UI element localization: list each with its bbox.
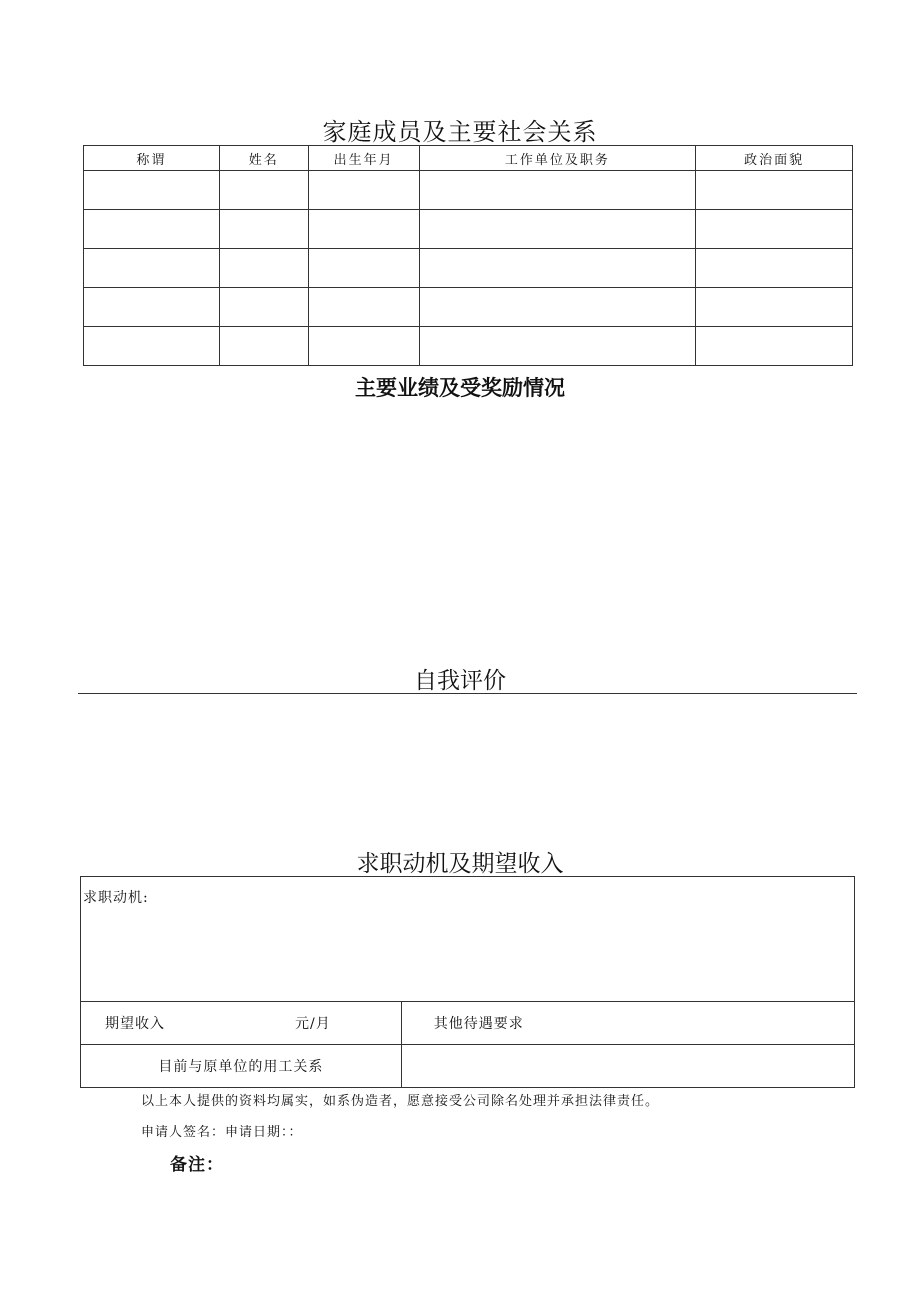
achievements-section-title: 主要业绩及受奖励情况 — [355, 376, 565, 400]
table-cell[interactable] — [84, 210, 220, 249]
other-benefits-field[interactable] — [401, 1002, 854, 1045]
table-cell[interactable] — [308, 171, 419, 210]
table-cell[interactable] — [308, 288, 419, 327]
table-row — [84, 210, 853, 249]
table-cell[interactable] — [84, 288, 220, 327]
family-section-title: 家庭成员及主要社会关系 — [322, 118, 598, 146]
table-cell[interactable] — [419, 210, 696, 249]
table-cell[interactable] — [696, 210, 853, 249]
job-motive-section-title: 求职动机及期望收入 — [356, 851, 564, 877]
table-cell[interactable] — [219, 288, 308, 327]
section-divider — [78, 693, 857, 694]
motive-field[interactable] — [81, 877, 855, 1002]
family-table — [83, 145, 853, 366]
table-row — [84, 171, 853, 210]
signature-line: 申请人签名：申请日期：： — [141, 1125, 303, 1140]
header-relation: 称谓 — [84, 146, 220, 171]
header-birth: 出生年月 — [308, 146, 419, 171]
table-row — [84, 249, 853, 288]
table-cell[interactable] — [419, 327, 696, 366]
table-cell[interactable] — [696, 171, 853, 210]
employment-relation-label: 目前与原单位的用工关系 — [158, 1059, 324, 1075]
table-cell[interactable] — [84, 171, 220, 210]
self-evaluation-title: 自我评价 — [414, 668, 506, 694]
table-cell[interactable] — [419, 288, 696, 327]
table-cell[interactable] — [219, 249, 308, 288]
expected-income-label: 期望收入 — [105, 1016, 165, 1032]
remark-label: 备注： — [170, 1155, 224, 1175]
table-cell[interactable] — [308, 249, 419, 288]
declaration-text: 以上本人提供的资料均属实，如系伪造者，愿意接受公司除名处理并承担法律责任。 — [141, 1094, 660, 1109]
table-cell[interactable] — [219, 327, 308, 366]
expected-income-field[interactable] — [81, 1002, 402, 1045]
table-cell[interactable] — [696, 327, 853, 366]
header-work-unit: 工作单位及职务 — [419, 146, 696, 171]
table-cell[interactable] — [84, 327, 220, 366]
job-motive-table — [80, 876, 855, 1088]
table-cell[interactable] — [219, 171, 308, 210]
table-cell[interactable] — [696, 288, 853, 327]
employment-relation-label-cell — [81, 1045, 402, 1088]
employment-relation-field[interactable] — [401, 1045, 854, 1088]
table-cell[interactable] — [84, 249, 220, 288]
table-cell[interactable] — [419, 249, 696, 288]
table-cell[interactable] — [419, 171, 696, 210]
table-cell[interactable] — [308, 210, 419, 249]
other-benefits-label: 其他待遇要求 — [433, 1016, 524, 1032]
family-table-header — [84, 146, 853, 171]
motive-label: 求职动机: — [83, 890, 149, 906]
table-row — [84, 288, 853, 327]
header-name: 姓名 — [219, 146, 308, 171]
table-cell[interactable] — [696, 249, 853, 288]
header-political-status: 政治面貌 — [696, 146, 853, 171]
table-row — [84, 327, 853, 366]
table-cell[interactable] — [308, 327, 419, 366]
table-cell[interactable] — [219, 210, 308, 249]
income-unit-label: 元/月 — [295, 1016, 331, 1032]
